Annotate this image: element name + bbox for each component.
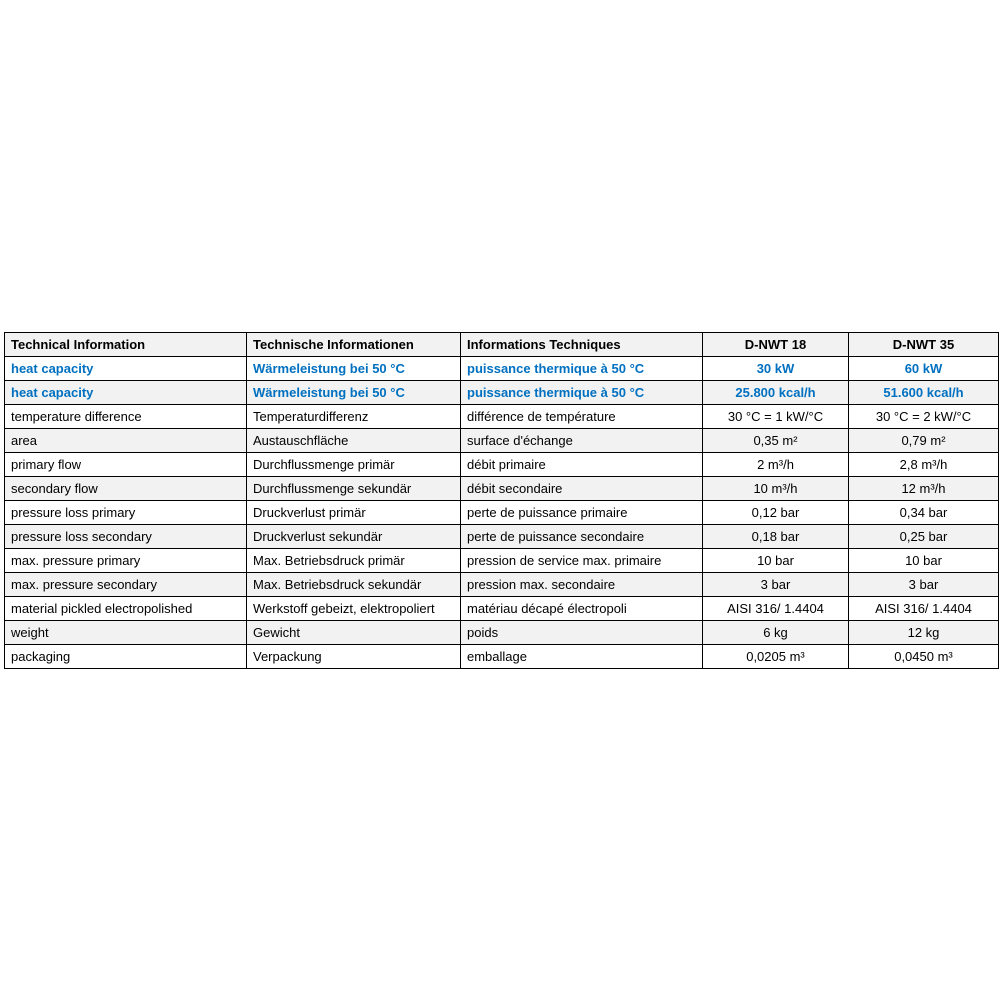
cell-de: Austauschfläche	[247, 429, 461, 453]
cell-de: Max. Betriebsdruck sekundär	[247, 573, 461, 597]
table-row	[5, 645, 999, 669]
cell-model-35: 60 kW	[849, 357, 999, 381]
cell-model-18: 10 bar	[703, 549, 849, 573]
cell-fr: pression max. secondaire	[461, 573, 703, 597]
header-cell-model-35: D-NWT 35	[849, 333, 999, 357]
table-row	[5, 501, 999, 525]
table-row	[5, 357, 999, 381]
table-row	[5, 477, 999, 501]
cell-de: Gewicht	[247, 621, 461, 645]
cell-de: Durchflussmenge sekundär	[247, 477, 461, 501]
cell-model-35: 2,8 m³/h	[849, 453, 999, 477]
cell-fr: poids	[461, 621, 703, 645]
cell-model-18: 25.800 kcal/h	[703, 381, 849, 405]
table-row	[5, 597, 999, 621]
cell-en: heat capacity	[5, 357, 247, 381]
cell-model-35: 10 bar	[849, 549, 999, 573]
header-cell-model-18: D-NWT 18	[703, 333, 849, 357]
table-header-row	[5, 333, 999, 357]
cell-de: Temperaturdifferenz	[247, 405, 461, 429]
cell-de: Wärmeleistung bei 50 °C	[247, 357, 461, 381]
cell-fr: perte de puissance secondaire	[461, 525, 703, 549]
table-row	[5, 405, 999, 429]
cell-en: primary flow	[5, 453, 247, 477]
cell-model-18: 30 °C = 1 kW/°C	[703, 405, 849, 429]
cell-en: material pickled electropolished	[5, 597, 247, 621]
cell-en: max. pressure secondary	[5, 573, 247, 597]
cell-fr: matériau décapé électropoli	[461, 597, 703, 621]
cell-model-35: 0,34 bar	[849, 501, 999, 525]
table-row	[5, 549, 999, 573]
table-row	[5, 525, 999, 549]
table-row	[5, 381, 999, 405]
header-cell-en: Technical Information	[5, 333, 247, 357]
cell-en: weight	[5, 621, 247, 645]
cell-model-35: AISI 316/ 1.4404	[849, 597, 999, 621]
table-row	[5, 429, 999, 453]
cell-model-35: 0,0450 m³	[849, 645, 999, 669]
cell-de: Durchflussmenge primär	[247, 453, 461, 477]
cell-de: Druckverlust sekundär	[247, 525, 461, 549]
cell-fr: perte de puissance primaire	[461, 501, 703, 525]
cell-fr: surface d'échange	[461, 429, 703, 453]
cell-en: area	[5, 429, 247, 453]
cell-model-35: 30 °C = 2 kW/°C	[849, 405, 999, 429]
cell-model-18: 30 kW	[703, 357, 849, 381]
cell-model-18: 6 kg	[703, 621, 849, 645]
cell-de: Max. Betriebsdruck primär	[247, 549, 461, 573]
table-row	[5, 621, 999, 645]
cell-model-35: 12 kg	[849, 621, 999, 645]
cell-model-35: 0,25 bar	[849, 525, 999, 549]
cell-fr: emballage	[461, 645, 703, 669]
cell-en: packaging	[5, 645, 247, 669]
cell-model-18: 0,0205 m³	[703, 645, 849, 669]
cell-fr: débit primaire	[461, 453, 703, 477]
cell-fr: débit secondaire	[461, 477, 703, 501]
cell-model-18: 0,18 bar	[703, 525, 849, 549]
cell-en: temperature difference	[5, 405, 247, 429]
table-row	[5, 453, 999, 477]
cell-fr: différence de température	[461, 405, 703, 429]
cell-model-18: 0,35 m²	[703, 429, 849, 453]
cell-de: Druckverlust primär	[247, 501, 461, 525]
cell-de: Wärmeleistung bei 50 °C	[247, 381, 461, 405]
cell-model-18: 2 m³/h	[703, 453, 849, 477]
cell-fr: puissance thermique à 50 °C	[461, 381, 703, 405]
cell-model-18: AISI 316/ 1.4404	[703, 597, 849, 621]
cell-fr: puissance thermique à 50 °C	[461, 357, 703, 381]
cell-en: pressure loss secondary	[5, 525, 247, 549]
cell-de: Verpackung	[247, 645, 461, 669]
cell-model-18: 0,12 bar	[703, 501, 849, 525]
cell-model-18: 10 m³/h	[703, 477, 849, 501]
header-cell-fr: Informations Techniques	[461, 333, 703, 357]
cell-model-35: 12 m³/h	[849, 477, 999, 501]
cell-model-35: 3 bar	[849, 573, 999, 597]
header-cell-de: Technische Informationen	[247, 333, 461, 357]
cell-de: Werkstoff gebeizt, elektropoliert	[247, 597, 461, 621]
cell-fr: pression de service max. primaire	[461, 549, 703, 573]
cell-model-18: 3 bar	[703, 573, 849, 597]
cell-en: heat capacity	[5, 381, 247, 405]
cell-en: secondary flow	[5, 477, 247, 501]
cell-model-35: 51.600 kcal/h	[849, 381, 999, 405]
cell-model-35: 0,79 m²	[849, 429, 999, 453]
cell-en: pressure loss primary	[5, 501, 247, 525]
table-row	[5, 573, 999, 597]
cell-en: max. pressure primary	[5, 549, 247, 573]
technical-specs-table	[4, 332, 999, 669]
